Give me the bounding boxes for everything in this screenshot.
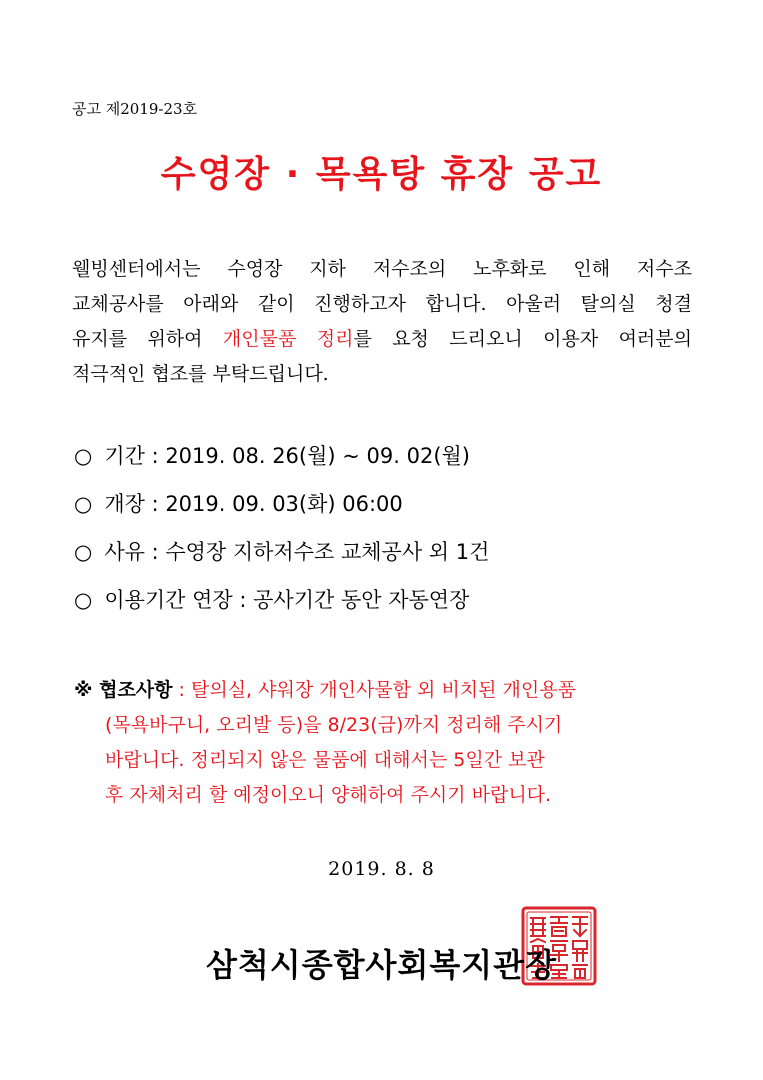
cooperation-line: 후 자체처리 할 예정이오니 양해하여 주시기 바랍니다. bbox=[105, 784, 552, 806]
info-item-extension bbox=[74, 576, 694, 624]
info-item-opening bbox=[74, 480, 694, 528]
info-item-period bbox=[74, 432, 694, 480]
notice-number: 공고 제2019-23호 bbox=[72, 100, 198, 118]
intro-line: 교체공사를 아래와 같이 진행하고자 합니다. 아울러 탈의실 청결 bbox=[72, 293, 692, 315]
intro-text: 유지를 위하여 bbox=[72, 328, 223, 350]
highlight-personal-items: 개인물품 정리 bbox=[222, 328, 354, 350]
cooperation-line: (목욕바구니, 오리발 등)을 8/23(금)까지 정리해 주시기 bbox=[105, 714, 563, 736]
info-text: 기간 : 2019. 08. 26(월) ~ 09. 02(월) bbox=[104, 444, 470, 468]
circle-bullet-icon: ○ bbox=[74, 540, 93, 564]
circle-bullet-icon: ○ bbox=[74, 588, 93, 612]
info-text: 개장 : 2019. 09. 03(화) 06:00 bbox=[104, 492, 403, 516]
info-text: 이용기간 연장 : 공사기간 동안 자동연장 bbox=[104, 588, 470, 612]
notice-title: 수영장 · 목욕탕 휴장 공고 bbox=[160, 154, 603, 195]
intro-paragraph bbox=[72, 252, 692, 392]
info-item-reason bbox=[74, 528, 694, 576]
info-text: 사유 : 수영장 지하저수조 교체공사 외 1건 bbox=[104, 540, 490, 564]
issuer-name: 삼척시종합사회복지관장 bbox=[205, 946, 558, 984]
intro-line: 적극적인 협조를 부탁드립니다. bbox=[72, 363, 329, 385]
circle-bullet-icon: ○ bbox=[74, 444, 93, 468]
notice-date: 2019. 8. 8 bbox=[328, 858, 435, 880]
cooperation-text: : 탈의실, 샤워장 개인사물함 외 비치된 개인용품 bbox=[172, 679, 576, 701]
intro-text: 를 요청 드리오니 이용자 여러분의 bbox=[353, 328, 692, 350]
cooperation-notice bbox=[74, 673, 694, 813]
circle-bullet-icon: ○ bbox=[74, 492, 93, 516]
cooperation-line: 바랍니다. 정리되지 않은 물품에 대해서는 5일간 보관 bbox=[105, 749, 545, 771]
cooperation-heading: ※ 협조사항 bbox=[74, 679, 173, 701]
cooperation-line bbox=[74, 673, 694, 708]
intro-line bbox=[72, 322, 692, 357]
intro-line: 웰빙센터에서는 수영장 지하 저수조의 노후화로 인해 저수조 bbox=[72, 258, 692, 280]
info-list bbox=[74, 432, 694, 624]
